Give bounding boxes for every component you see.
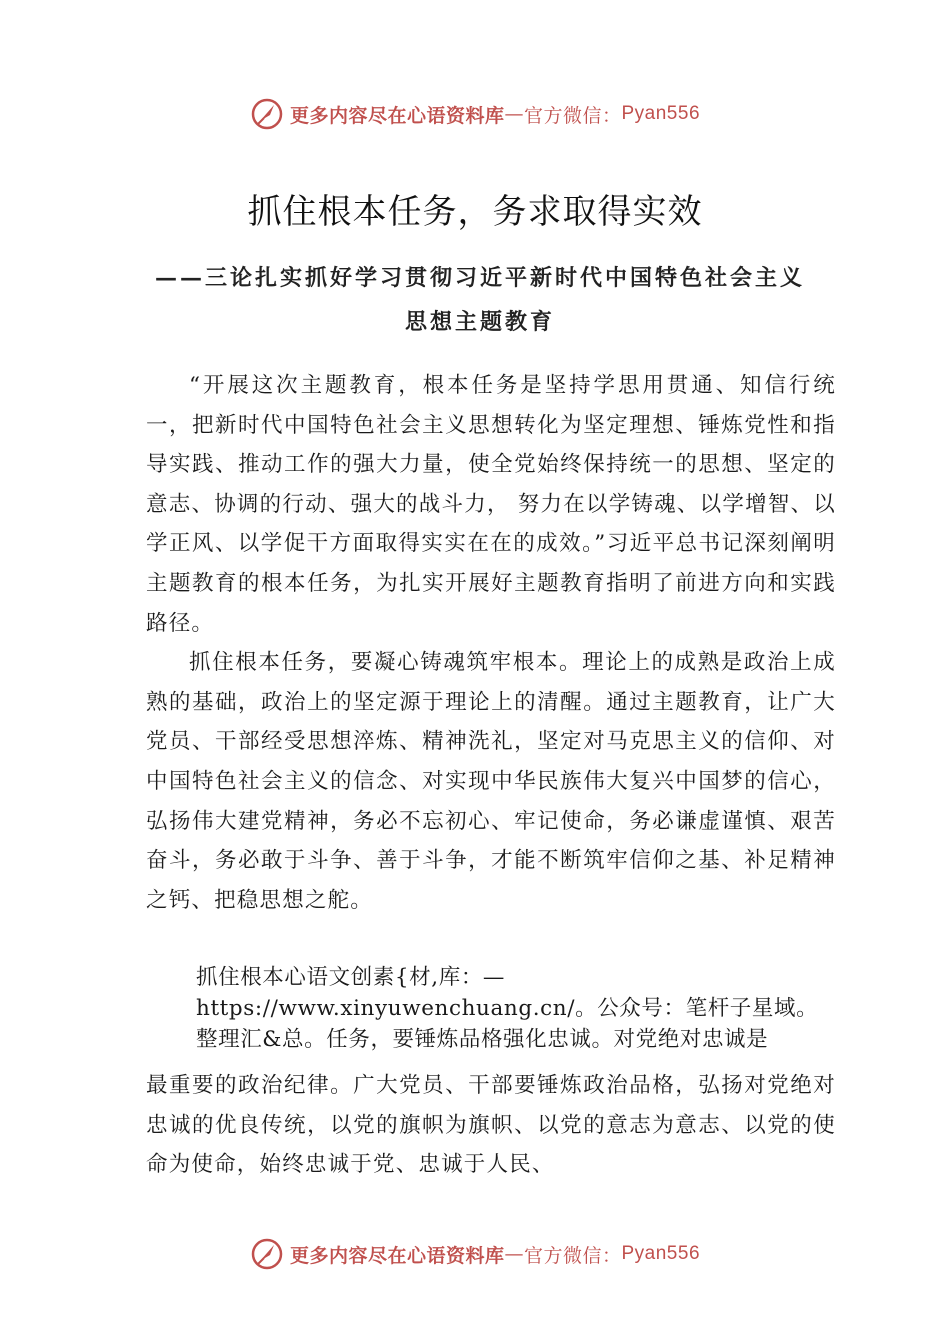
- banner-brand: 更多内容尽在心语资料库: [289, 1244, 505, 1267]
- paragraph-1: “开展这次主题教育，根本任务是坚持学思用贯通、知信行统一，把新时代中国特色社会主义思想转化为坚定理想、锤炼党性和指导实践、推动工作的强大力量，使全党始终保持统一的思想、坚定的意志、协调的行动、强大的战斗力， 努力在以学铸魂、以学增智、以学正风、以学促干方面取得实实在在的成效。”习近平总书记深刻阐明主题教育的根本任务，为扎实开展好主题教育指明了前进方向和实践路径。: [146, 373, 836, 636]
- body-text: [146, 366, 836, 920]
- quill-logo-icon: [250, 97, 284, 131]
- paragraph-3: 最重要的政治纪律。广大党员、干部要锤炼政治品格，弘扬对党绝对忠诚的优良传统，以党的旗帜为旗帜、以党的意志为意志、以党的使命为使命，始终忠诚于党、忠诚于人民、: [146, 1073, 836, 1178]
- body-text-continued: [146, 1066, 836, 1185]
- banner-separator: —: [504, 103, 524, 125]
- quill-logo-icon: [250, 1237, 284, 1271]
- banner-brand: 更多内容尽在心语资料库: [289, 104, 505, 127]
- document-title: 抓住根本任务，务求取得实效: [247, 192, 703, 232]
- header-banner: [0, 94, 950, 134]
- footer-banner: [0, 1234, 950, 1274]
- paragraph-2: 抓住根本任务，要凝心铸魂筑牢根本。理论上的成熟是政治上成熟的基础，政治上的坚定源于理论上的清醒。通过主题教育，让广大党员、干部经受思想淬炼、精神洗礼，坚定对马克思主义的信仰、对中国特色社会主义的信念、对实现中华民族伟大复兴中国梦的信心，弘扬伟大建党精神，务必不忘初心、牢记使命，务必谦虚谨慎、艰苦奋斗，务必敢于斗争、善于斗争，才能不断筑牢信仰之基、补足精神之钙、把稳思想之舵。: [146, 650, 836, 913]
- banner-separator: —: [504, 1243, 524, 1265]
- banner-wechat-label: 官方微信：: [523, 104, 622, 127]
- banner-wechat-id: Pyan556: [621, 1243, 701, 1264]
- banner-wechat-label: 官方微信：: [523, 1244, 622, 1267]
- watermark-note: 抓住根本心语文创素{材,库：—https://www.xinyuwenchuang.cn/。公众号：笔杆子星域。整理汇&总。任务，要锤炼品格强化忠诚。对党绝对忠诚是: [196, 965, 819, 1052]
- document-subtitle: ——三论扎实抓好学习贯彻习近平新时代中国特色社会主义思想主题教育: [154, 265, 805, 335]
- banner-wechat-id: Pyan556: [621, 103, 701, 124]
